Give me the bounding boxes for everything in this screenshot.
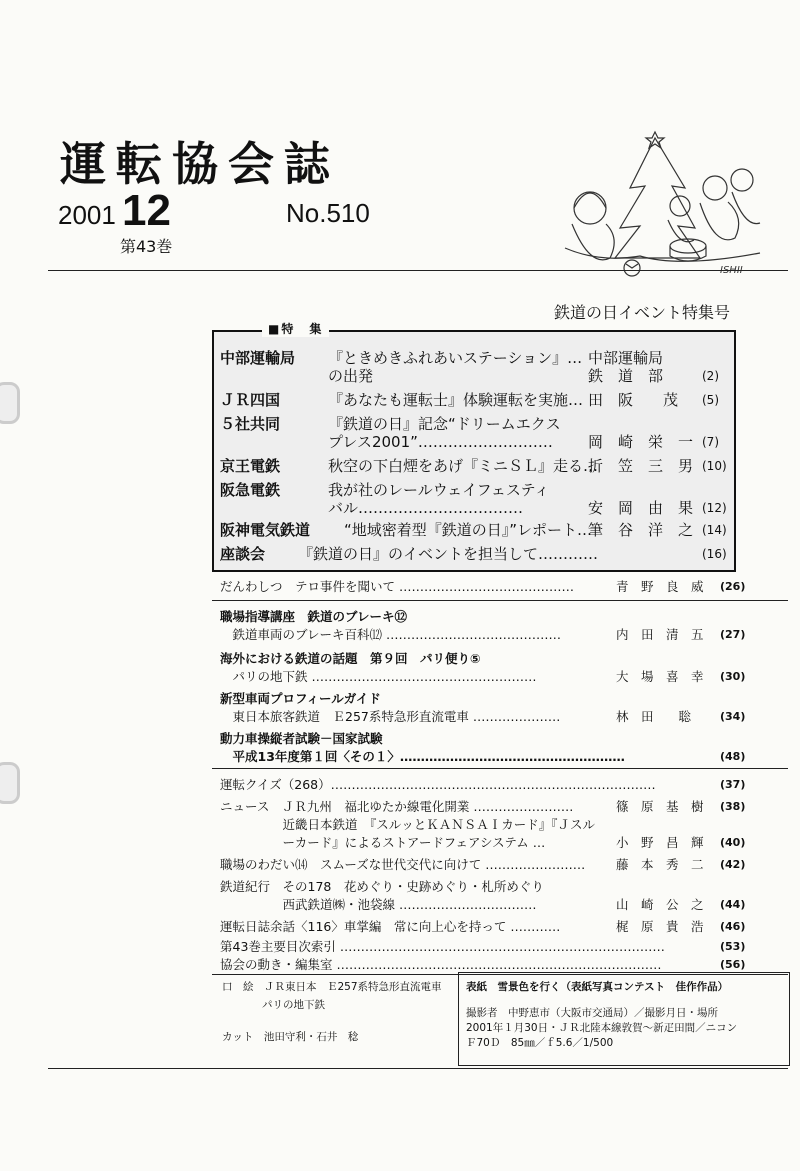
binder-hole-top bbox=[0, 382, 20, 424]
feature-item[interactable]: ５社共同 『鉄道の日』記念“ドリームエクス bbox=[220, 415, 561, 433]
contents-item[interactable]: 第43巻主要目次索引 …………………………………………………………………… (53) bbox=[220, 939, 746, 954]
feature-item[interactable]: 京王電鉄 秋空の下白煙をあげ『ミニＳＬ』走る… 折 笠 三 男 (10) bbox=[220, 457, 727, 475]
feature-item[interactable]: 座談会 『鉄道の日』のイベントを担当して………… (16) bbox=[220, 545, 727, 563]
contents-item[interactable]: 協会の動き・編集室 …………………………………………………………………… (56) bbox=[220, 957, 746, 972]
christmas-illustration bbox=[560, 128, 770, 278]
contents-item[interactable]: 鉄道車両のブレーキ百科⑿ …………………………………… 内 田 清 五 (27) bbox=[220, 627, 746, 642]
frontispiece-line: パリの地下鉄 bbox=[262, 999, 325, 1011]
cover-line: 撮影者 中野恵市（大阪市交通局）／撮影月日・場所 bbox=[466, 1007, 718, 1019]
cover-line: Ｆ70Ｄ 85㎜／ｆ5.6／1/500 bbox=[466, 1037, 614, 1049]
issue-volume: 第43巻 bbox=[120, 237, 173, 256]
section-divider bbox=[212, 600, 788, 601]
feature-item[interactable]: ＪＲ四国 『あなたも運転士』体験運転を実施… 田 阪 茂 (5) bbox=[220, 391, 719, 409]
feature-item[interactable]: 阪神電気鉄道 “地域密着型『鉄道の日』”レポート… 筆 谷 洋 之 (14) bbox=[220, 521, 727, 539]
contents-item[interactable]: 運転日誌余話〈116〉車掌編 常に向上心を持って ………… 梶 原 貴 浩 (46) bbox=[220, 919, 746, 934]
contents-item-cont: 近畿日本鉄道 『スルッとＫＡＮＳＡＩカード』『Ｊスル bbox=[220, 817, 596, 832]
cover-title: 表紙 雪景色を行く（表紙写真コンテスト 佳作作品） bbox=[466, 981, 729, 993]
feature-item[interactable]: 阪急電鉄 我が社のレールウェイフェスティ bbox=[220, 481, 550, 499]
issue-year: 2001 bbox=[58, 200, 116, 230]
header-rule bbox=[48, 270, 788, 271]
issue-month: 12 bbox=[122, 186, 171, 235]
contents-item[interactable]: ーカード』によるストアードフェアシステム … 小 野 昌 輝 (40) bbox=[220, 835, 746, 850]
footer-rule bbox=[48, 1068, 788, 1069]
section-divider bbox=[212, 768, 788, 769]
illustration-signature: ISHII bbox=[720, 265, 743, 276]
issue-number: No.510 bbox=[286, 198, 370, 228]
contents-item[interactable]: パリの地下鉄 ……………………………………………… 大 場 喜 幸 (30) bbox=[220, 669, 746, 684]
contents-heading: 新型車両プロフィールガイド bbox=[220, 691, 381, 706]
frontispiece-line: 口 絵 ＪＲ東日本 Ｅ257系特急形直流電車 bbox=[222, 981, 442, 993]
contents-item[interactable]: 西武鉄道㈱・池袋線 …………………………… 山 崎 公 之 (44) bbox=[220, 897, 746, 912]
contents-heading: 海外における鉄道の話題 第９回 パリ便り⑤ bbox=[220, 651, 481, 666]
binder-hole-bottom bbox=[0, 762, 20, 804]
cut-credit: カット 池田守利・石井 稔 bbox=[222, 1031, 359, 1043]
contents-item[interactable]: ニュース ＪＲ九州 福北ゆたか線電化開業 …………………… 篠 原 基 樹 (38) bbox=[220, 799, 746, 814]
contents-item[interactable]: 東日本旅客鉄道 Ｅ257系特急形直流電車 ………………… 林 田 聡 (34) bbox=[220, 709, 746, 724]
special-issue-title: 鉄道の日イベント特集号 bbox=[553, 303, 730, 322]
feature-item-cont: の出発 鉄 道 部 (2) bbox=[328, 367, 719, 385]
contents-heading: 動力車操縦者試験－国家試験 bbox=[220, 731, 383, 746]
contents-item[interactable]: だんわしつ テロ事件を聞いて …………………………………… 青 野 良 威 (26) bbox=[220, 579, 746, 594]
feature-item-cont: プレス2001”……………………… 岡 崎 栄 一 (7) bbox=[328, 433, 719, 451]
feature-item[interactable]: 中部運輸局 『ときめきふれあいステーション』… 中部運輸局 bbox=[220, 349, 664, 367]
contents-item[interactable]: 職場のわだい⒁ スムーズな世代交代に向けて …………………… 藤 本 秀 二 (42) bbox=[220, 857, 746, 872]
feature-item-cont: バル…………………………… 安 岡 由 果 (12) bbox=[328, 499, 727, 517]
cover-line: 2001年１月30日・ＪＲ北陸本線敦賀～新疋田間／ニコン bbox=[466, 1022, 738, 1034]
feature-label: ■特 集 bbox=[262, 320, 329, 337]
contents-item: 鉄道紀行 その178 花めぐり・史跡めぐり・札所めぐり bbox=[220, 879, 544, 894]
contents-item[interactable]: 運転クイズ（268）…………………………………………………………………… (37) bbox=[220, 777, 746, 792]
magazine-title: 運転協会誌 bbox=[60, 137, 340, 191]
contents-heading: 職場指導講座 鉄道のブレーキ⑫ bbox=[220, 609, 408, 624]
contents-item[interactable]: 平成13年度第１回〈その１〉……………………………………………… (48) bbox=[220, 749, 746, 764]
